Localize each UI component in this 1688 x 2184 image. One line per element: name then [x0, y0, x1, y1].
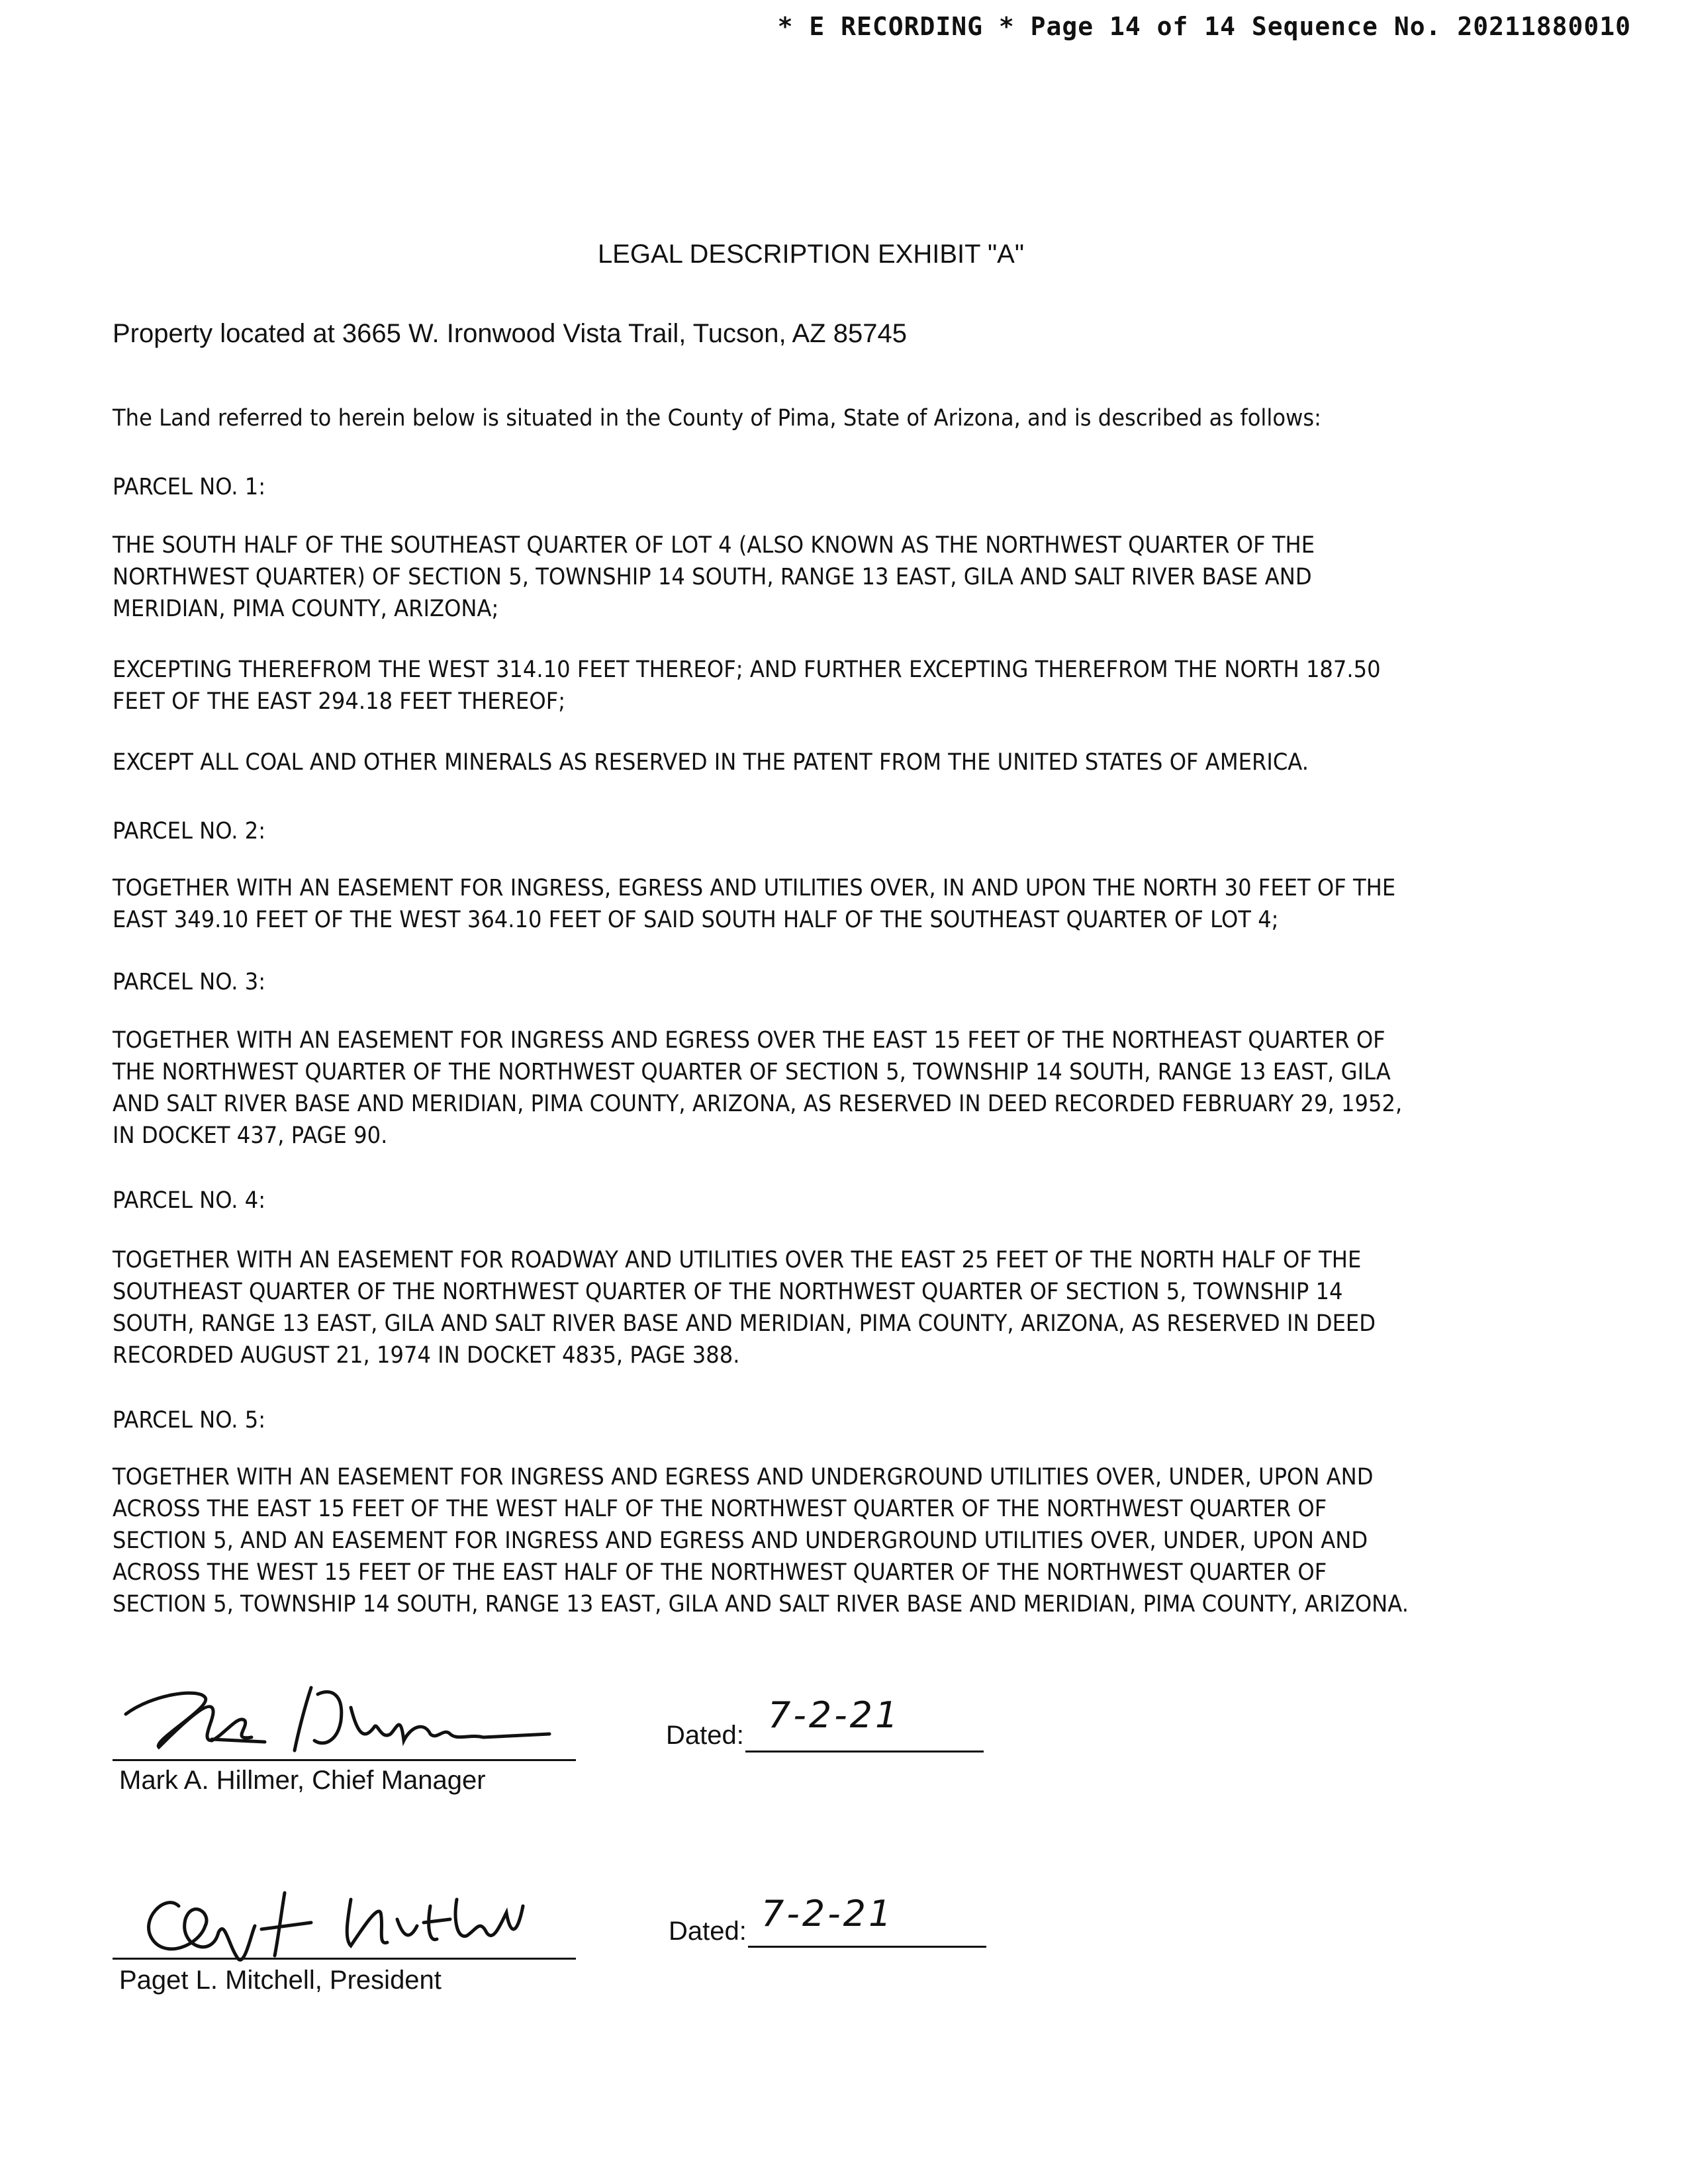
handwritten-signature: [113, 1668, 576, 1760]
signature-block-2: [113, 1866, 576, 1999]
parcel-label: PARCEL NO. 3:: [113, 969, 266, 995]
parcel-exception: EXCEPTING THEREFROM THE WEST 314.10 FEET THEREOF; AND FURTHER EXCEPTING THEREFROM THE NORTH 187.50 FEET OF THE EAST 294.18 FEET THEREOF;: [113, 657, 1381, 715]
parcel-description: TOGETHER WITH AN EASEMENT FOR INGRESS AND EGRESS AND UNDERGROUND UTILITIES OVER, UNDER, UPON AND ACROSS THE EAST 15 FEET OF THE WEST HALF OF THE NORTHWEST QUARTER OF THE NORTHWEST QUARTER OF SECTION 5, AND AN EASEMENT FOR INGRESS AND EGRESS AND UNDERGROUND UTILITIES OVER, UNDER, UPON AND ACROSS THE WEST 15 FEET OF THE EAST HALF OF THE NORTHWEST QUARTER OF THE NORTHWEST QUARTER OF SECTION 5, TOWNSHIP 14 SOUTH, RANGE 13 EAST, GILA AND SALT RIVER BASE AND MERIDIAN, PIMA COUNTY, ARIZONA.: [113, 1464, 1409, 1617]
signature-line: [113, 1759, 576, 1761]
signature-block-1: [113, 1668, 576, 1800]
intro-paragraph: The Land referred to herein below is situated in the County of Pima, State of Arizona, and is described as follows:: [113, 405, 1321, 432]
recording-stamp: * E RECORDING * Page 14 of 14 Sequence No. 20211880010: [777, 12, 1631, 41]
property-address: Property located at 3665 W. Ironwood Vista Trail, Tucson, AZ 85745: [113, 319, 907, 348]
parcel-description: THE SOUTH HALF OF THE SOUTHEAST QUARTER OF LOT 4 (ALSO KNOWN AS THE NORTHWEST QUARTER OF THE NORTHWEST QUARTER) OF SECTION 5, TOWNSHIP 14 SOUTH, RANGE 13 EAST, GILA AND SALT RIVER BASE AND MERIDIAN, PIMA COUNTY, ARIZONA;: [113, 532, 1315, 622]
document-title: LEGAL DESCRIPTION EXHIBIT "A": [597, 240, 1025, 269]
signature-date: 7-2-21: [768, 1694, 901, 1736]
parcel-mineral-exception: EXCEPT ALL COAL AND OTHER MINERALS AS RESERVED IN THE PATENT FROM THE UNITED STATES OF AMERICA.: [113, 749, 1309, 776]
signer-name: Mark A. Hillmer, Chief Manager: [119, 1766, 486, 1795]
dated-label: Dated:: [669, 1917, 747, 1946]
dated-label: Dated:: [666, 1721, 744, 1750]
parcel-description: TOGETHER WITH AN EASEMENT FOR INGRESS AND EGRESS OVER THE EAST 15 FEET OF THE NORTHEAST QUARTER OF THE NORTHWEST QUARTER OF THE NORTHWEST QUARTER OF SECTION 5, TOWNSHIP 14 SOUTH, RANGE 13 EAST, GILA AND SALT RIVER BASE AND MERIDIAN, PIMA COUNTY, ARIZONA, AS RESERVED IN DEED RECORDED FEBRUARY 29, 1952, IN DOCKET 437, PAGE 90.: [113, 1027, 1403, 1149]
parcel-description: TOGETHER WITH AN EASEMENT FOR INGRESS, EGRESS AND UTILITIES OVER, IN AND UPON THE NORTH 30 FEET OF THE EAST 349.10 FEET OF THE WEST 364.10 FEET OF SAID SOUTH HALF OF THE SOUTHEAST QUARTER OF LOT 4;: [113, 875, 1396, 933]
date-line: [748, 1946, 986, 1948]
parcel-label: PARCEL NO. 4:: [113, 1187, 266, 1214]
date-line: [745, 1751, 984, 1752]
signature-date: 7-2-21: [761, 1893, 894, 1934]
parcel-description: TOGETHER WITH AN EASEMENT FOR ROADWAY AND UTILITIES OVER THE EAST 25 FEET OF THE NORTH HALF OF THE SOUTHEAST QUARTER OF THE NORTHWEST QUARTER OF THE NORTHWEST QUARTER OF SECTION 5, TOWNSHIP 14 SOUTH, RANGE 13 EAST, GILA AND SALT RIVER BASE AND MERIDIAN, PIMA COUNTY, ARIZONA, AS RESERVED IN DEED RECORDED AUGUST 21, 1974 IN DOCKET 4835, PAGE 388.: [113, 1247, 1376, 1369]
handwritten-signature: [113, 1866, 589, 1966]
signature-line: [113, 1958, 576, 1960]
parcel-label: PARCEL NO. 2:: [113, 818, 266, 844]
signer-name: Paget L. Mitchell, President: [119, 1966, 442, 1995]
parcel-label: PARCEL NO. 5:: [113, 1407, 266, 1433]
parcel-label: PARCEL NO. 1:: [113, 474, 266, 500]
